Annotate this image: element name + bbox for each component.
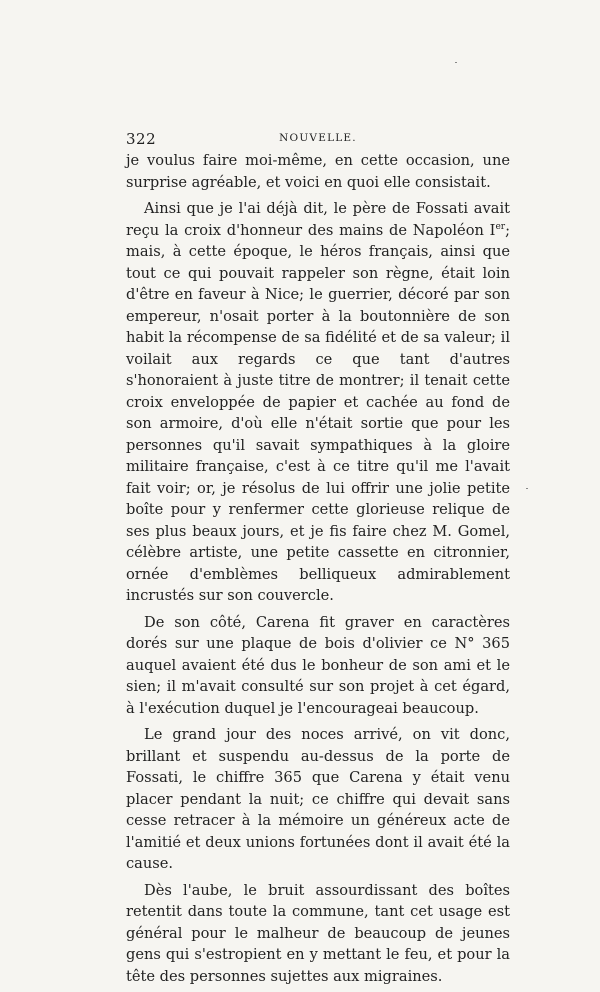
paragraph-1: je voulus faire moi-même, en cette occasion, une surprise agréable, et voici en quoi elle consistait. [126,152,510,191]
paragraph-3: De son côté, Carena fit graver en caractères dorés sur une plaque de bois d'olivier ce N° 365 auquel avaient été dus le bonheur de son ami et le sien; il m'avait consulté sur son projet à cet égard, à l'exécution duquel je l'encourageai beaucoup. [126,613,510,717]
paragraph-2-part-a: Ainsi que je l'ai déjà dit, le père de Fossati avait reçu la croix d'honneur des mains de Napoléon I [126,200,510,239]
paper-speck [455,62,457,63]
page-number: 322 [126,130,157,148]
paragraph-2 [126,198,510,607]
page-header [126,130,510,148]
paper-speck [526,488,528,489]
paragraph-5: Dès l'aube, le bruit assourdissant des boîtes retentit dans toute la commune, tant cet usage est général pour le malheur de beaucoup de jeunes gens qui s'estropient en y mettant le feu, et pour la tête des personnes sujettes aux migraines. [126,881,510,985]
paragraph-2-part-b: ; mais, à cette époque, le héros français, ainsi que tout ce qui pouvait rappeler son règne, était loin d'être en faveur à Nice; le guerrier, décoré par son empereur, n'osait porter à la boutonnière de son habit la récompense de sa fidélité et de sa valeur; il voilait aux regards ce que tant d'autres s'honoraient à juste titre de montrer; il tenait cette croix enveloppée de papier et cachée au fond de son armoire, d'où elle n'était sortie que pour les personnes qu'il savait sympathiques à la gloire militaire française, c'est à ce titre qu'il me l'avait fait voir; or, je résolus de lui offrir une jolie petite boîte pour y renfermer cette glorieuse relique de ses plus beaux jours, et je fis faire chez M. Gomel, célèbre artiste, une petite cassette en citronnier, ornée d'emblèmes belliqueux admirablement incrustés sur son couvercle. [126,221,510,604]
text-body [126,150,510,992]
superscript-er: er [495,221,506,232]
running-title: NOUVELLE. [279,132,357,144]
paragraph-4: Le grand jour des noces arrivé, on vit donc, brillant et suspendu au-dessus de la porte de Fossati, le chiffre 365 que Carena y était venu placer pendant la nuit; ce chiffre qui devait sans cesse retracer à la mémoire un généreux acte de l'amitié et deux unions fortunées dont il avait été la cause. [126,726,510,872]
